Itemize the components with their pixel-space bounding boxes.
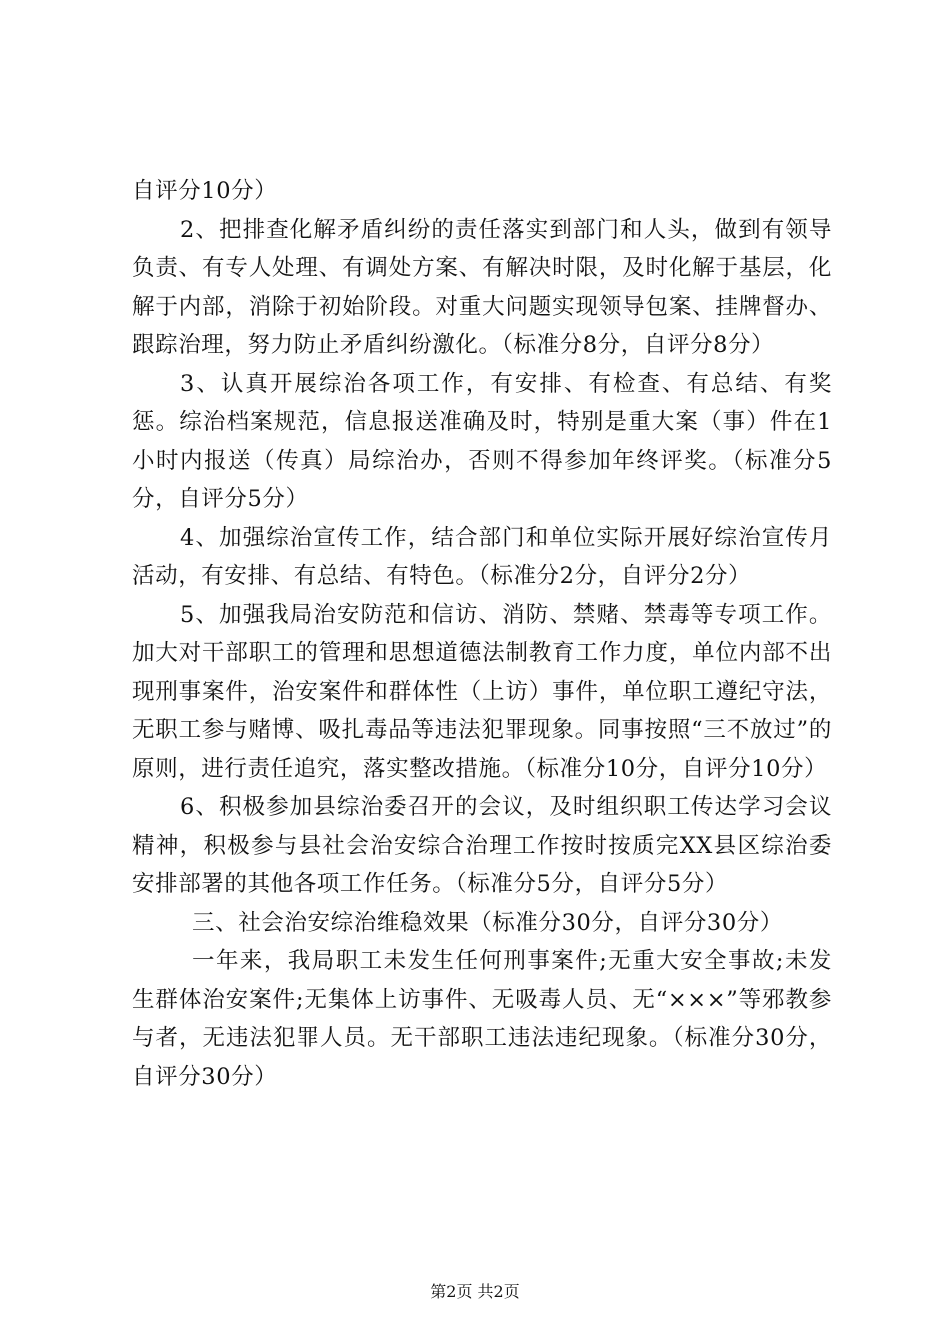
document-body: [132, 172, 832, 1096]
paragraph-item-6: 6、积极参加县综治委召开的会议，及时组织职工传达学习会议精神，积极参与县社会治安综合治理工作按时按质完XX县区综治委安排部署的其他各项工作任务。（标准分5分，自评分5分）: [132, 794, 832, 897]
paragraph-summary: 一年来，我局职工未发生任何刑事案件;无重大安全事故;未发生群体治安案件;无集体上访事件、无吸毒人员、无“×××”等邪教参与者，无违法犯罪人员。无干部职工违法违纪现象。（标准分30分，自评分30分）: [132, 948, 832, 1090]
paragraph-item-5: 5、加强我局治安防范和信访、消防、禁赌、禁毒等专项工作。加大对干部职工的管理和思想道德法制教育工作力度，单位内部不出现刑事案件，治安案件和群体性（上访）事件，单位职工遵纪守法，无职工参与赌博、吸扎毒品等违法犯罪现象。同事按照“三不放过”的原则，进行责任追究，落实整改措施。（标准分10分，自评分10分）: [132, 601, 832, 782]
paragraph-item-4: 4、加强综治宣传工作，结合部门和单位实际开展好综治宣传月活动，有安排、有总结、有特色。（标准分2分，自评分2分）: [132, 524, 832, 589]
page-number-footer: 第2页 共2页: [430, 1282, 520, 1301]
section-heading-3: 三、社会治安综治维稳效果（标准分30分，自评分30分）: [192, 909, 783, 936]
paragraph-item-2: 2、把排查化解矛盾纠纷的责任落实到部门和人头，做到有领导负责、有专人处理、有调处方案、有解决时限，及时化解于基层，化解于内部，消除于初始阶段。对重大问题实现领导包案、挂牌督办、跟踪治理，努力防止矛盾纠纷激化。（标准分8分，自评分8分）: [132, 216, 832, 358]
paragraph-item-3: 3、认真开展综治各项工作，有安排、有检查、有总结、有奖惩。综治档案规范，信息报送准确及时，特别是重大案（事）件在1小时内报送（传真）局综治办，否则不得参加年终评奖。（标准分5分，自评分5分）: [132, 370, 832, 512]
paragraph-score-continuation: 自评分10分）: [132, 178, 278, 204]
